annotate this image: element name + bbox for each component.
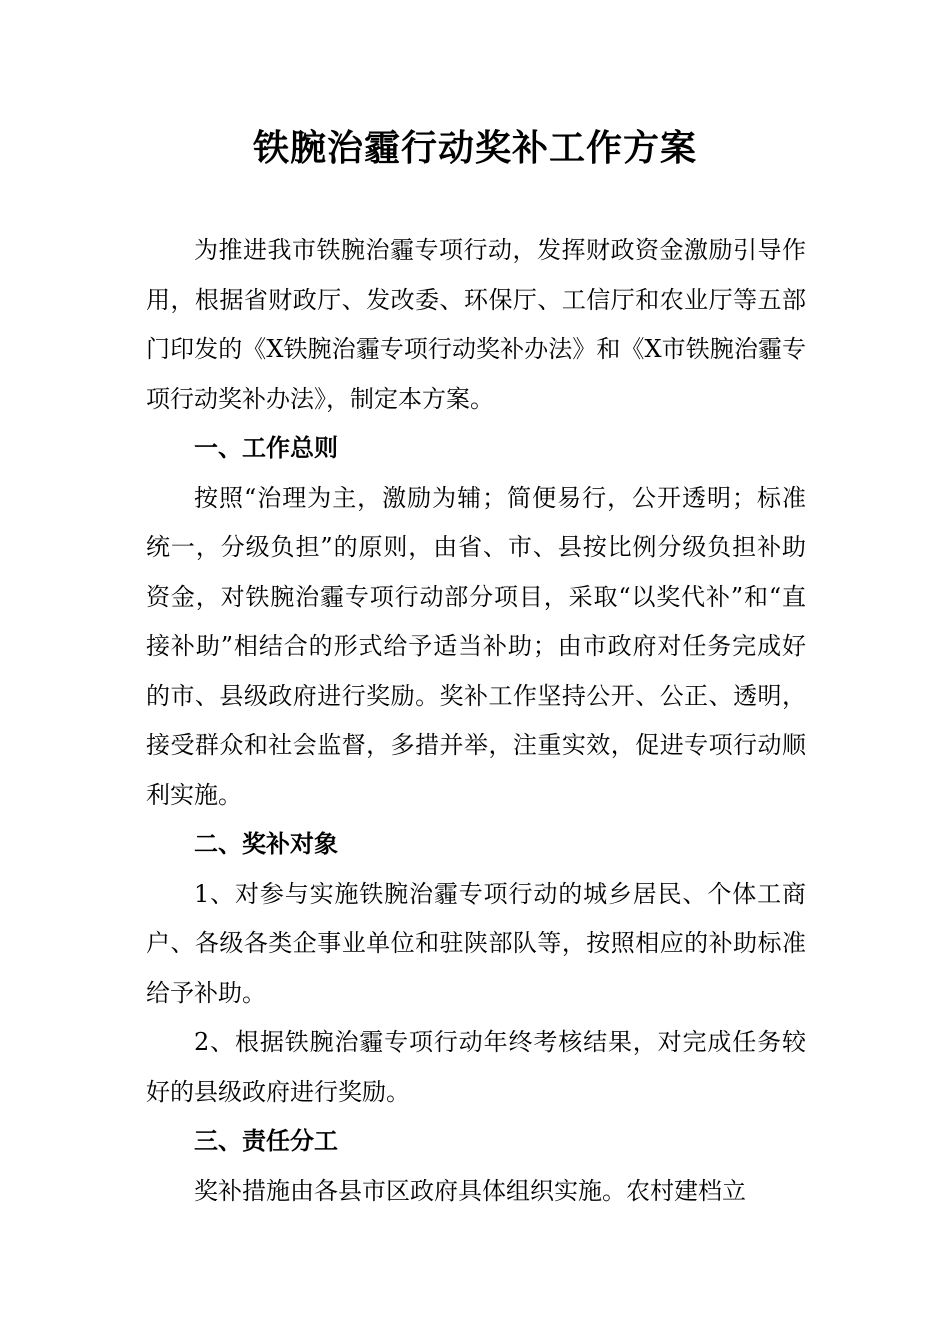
section-responsibilities (146, 1117, 806, 1216)
section-subsidy-targets (146, 820, 806, 1117)
section-heading: 二、奖补对象 (194, 830, 338, 858)
intro-paragraph: 为推进我市铁腕治霾专项行动，发挥财政资金激励引导作用，根据省财政厅、发改委、环保厅、工信厅和农业厅等五部门印发的《X铁腕治霾专项行动奖补办法》和《X市铁腕治霾专项行动奖补办法》，制定本方案。 (146, 236, 806, 413)
document-body (146, 226, 806, 1216)
section-paragraph: 奖补措施由各县市区政府具体组织实施。农村建档立 (194, 1176, 746, 1205)
section-heading: 三、责任分工 (194, 1127, 338, 1155)
section-paragraph: 按照“治理为主，激励为辅；简便易行，公开透明；标准统一，分级负担”的原则，由省、市、县按比例分级负担补助资金，对铁腕治霾专项行动部分项目，采取“以奖代补”和“直接补助”相结合的形式给予适当补助；由市政府对任务完成好的市、县级政府进行奖励。奖补工作坚持公开、公正、透明，接受群众和社会监督，多措并举，注重实效，促进专项行动顺利实施。 (146, 483, 806, 809)
section-heading: 一、工作总则 (194, 434, 338, 462)
section-paragraph: 1、对参与实施铁腕治霾专项行动的城乡居民、个体工商户、各级各类企事业单位和驻陕部队等，按照相应的补助标准给予补助。 (146, 879, 806, 1007)
document-title: 铁腕治霾行动奖补工作方案 (252, 127, 697, 169)
section-general-principles (146, 424, 806, 820)
section-paragraph: 2、根据铁腕治霾专项行动年终考核结果，对完成任务较好的县级政府进行奖励。 (146, 1028, 806, 1106)
